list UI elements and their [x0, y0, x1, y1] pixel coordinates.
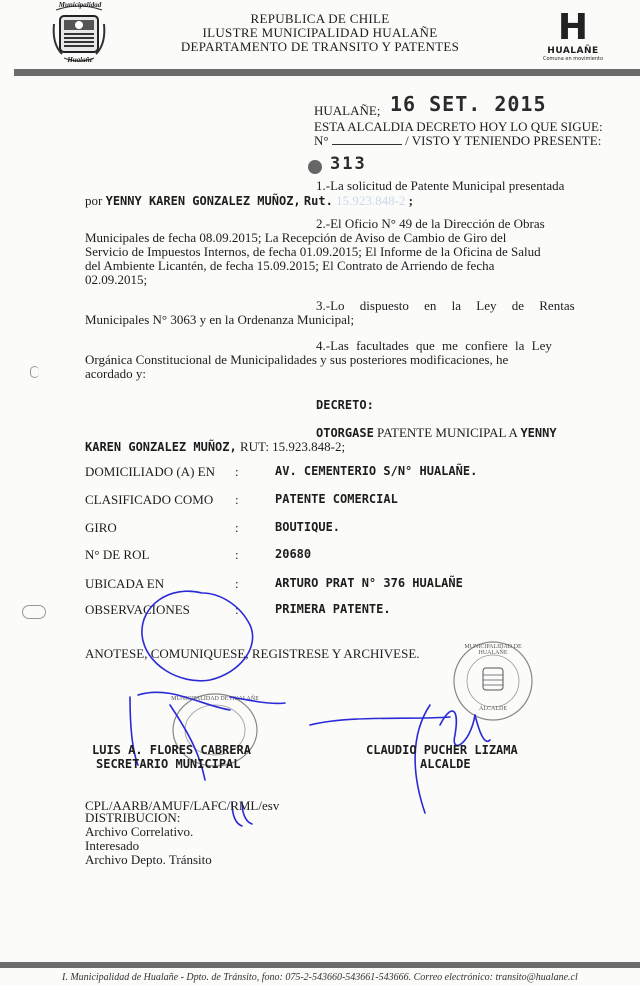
place-label: HUALAÑE; [314, 103, 381, 118]
seal-left-text: MUNICIPALIDAD DE HUALAÑE [171, 696, 259, 702]
decree-number-stamp: 313 [330, 154, 367, 174]
field-label: CLASIFICADO COMO [85, 492, 214, 507]
decree-number-line [314, 134, 601, 147]
stamp-mark-icon [308, 160, 322, 174]
field-sep: : [235, 602, 239, 617]
decree-intro: ESTA ALCALDIA DECRETO HOY LO QUE SIGUE: [314, 119, 603, 134]
field-label: OBSERVACIONES [85, 602, 190, 617]
logo-text-top: Municipalidad [58, 1, 102, 9]
visto-2-line-3: Servicio de Impuestos Internos, de fecha 01.09.2015; El Informe de la Oficina de Salud [85, 244, 541, 259]
number-blank [332, 134, 402, 145]
footer-divider [0, 962, 640, 968]
applicant-name: YENNY KAREN GONZALEZ MUÑOZ, [105, 194, 301, 208]
date-stamp: 16 SET. 2015 [390, 92, 547, 116]
applicant-rut-faded: 15.923.848-2 [336, 193, 406, 208]
field-label: DOMICILIADO (A) EN [85, 464, 215, 479]
distribution-item: Interesado [85, 838, 140, 853]
distribution-item: Archivo Depto. Tránsito [85, 852, 212, 867]
distribution-heading: DISTRIBUCION: [85, 810, 181, 825]
field-sep: : [235, 576, 239, 591]
visto-4-line-3: acordado y: [85, 366, 147, 381]
applicant-rut-label: Rut. [303, 194, 333, 208]
grantee-rut: RUT: 15.923.848-2; [239, 439, 346, 454]
municipal-coat-of-arms-logo [50, 1, 108, 66]
decreto-heading: DECRETO: [316, 398, 374, 412]
field-value-clasificacion: PATENTE COMERCIAL [275, 492, 398, 506]
logo-text-bottom: Hualañe [67, 56, 93, 64]
brand-tagline: Comuna en movimiento [542, 56, 604, 62]
visto-4-line-1: 4.-Las facultades que me confiere la Ley [316, 338, 552, 353]
brand-name: HUALAÑE [547, 46, 599, 56]
mayor-name: CLAUDIO PUCHER LIZAMA [366, 743, 518, 757]
document-header [130, 12, 510, 54]
field-label: GIRO [85, 520, 117, 535]
mayor-title: ALCALDE [420, 757, 471, 771]
grantee-name: KAREN GONZALEZ MUÑOZ, [85, 440, 237, 454]
decreto-line-1 [316, 426, 557, 440]
field-label: N° DE ROL [85, 547, 150, 562]
field-value-rol: 20680 [275, 547, 312, 561]
visto-1-prefix: por [85, 193, 103, 208]
visto-2-line-5: 02.09.2015; [85, 272, 148, 287]
otorgase-word: OTORGASE [316, 426, 374, 440]
field-value-ubicacion: ARTURO PRAT N° 376 HUALAÑE [275, 576, 463, 590]
visto-1-line-1: 1.-La solicitud de Patente Municipal presentada [316, 178, 565, 193]
seal-right-text: MUNICIPALIDAD DE HUALAÑE [464, 644, 522, 656]
header-municipality: ILUSTRE MUNICIPALIDAD HUALAÑE [202, 25, 438, 40]
visto-3-line-2: Municipales N° 3063 y en la Ordenanza Municipal; [85, 312, 355, 327]
seal-right-bottom: ALCALDE [479, 706, 507, 712]
visto-4-line-2: Orgánica Constitucional de Municipalidades y sus posteriores modificaciones, he [85, 352, 509, 367]
field-value-giro: BOUTIQUE. [275, 520, 341, 534]
margin-mark [30, 366, 39, 378]
field-sep: : [235, 547, 239, 562]
visto-2-line-2: Municipales de fecha 08.09.2015; La Recepción de Aviso de Cambio de Giro del [85, 230, 507, 245]
closing-statement: ANOTESE, COMUNIQUESE, REGISTRESE Y ARCHIVESE. [85, 646, 420, 661]
distribution-item: Archivo Correlativo. [85, 824, 194, 839]
field-sep: : [235, 492, 239, 507]
visto-2-line-4: del Ambiente Licantén, de fecha 15.09.2015; El Contrato de Arriendo de fecha [85, 258, 495, 273]
header-country: REPUBLICA DE CHILE [250, 11, 390, 26]
visto-1-line-2 [85, 194, 413, 208]
margin-mark [22, 605, 46, 619]
field-sep: : [235, 464, 239, 479]
field-value-domicilio: AV. CEMENTERIO S/N° HUALAÑE. [275, 464, 478, 478]
field-label: UBICADA EN [85, 576, 165, 591]
secretary-title: SECRETARIO MUNICIPAL [96, 757, 241, 771]
patente-municipal-text: PATENTE MUNICIPAL A [377, 425, 518, 440]
hualane-brand-logo [540, 7, 606, 70]
footer-contact: I. Municipalidad de Hualañe - Dpto. de Tránsito, fono: 075-2-543660-543661-543666. Correo electrónico: transito@hualane.cl [62, 972, 578, 983]
brand-letter: H [557, 7, 589, 48]
decreto-line-2 [85, 440, 345, 454]
visto-heading: / VISTO Y TENIENDO PRESENTE: [405, 133, 602, 148]
secretary-name: LUIS A. FLORES CABRERA [92, 743, 251, 757]
visto-1-end: ; [408, 193, 414, 208]
initials-line: CPL/AARB/AMUF/LAFC/RML/esv [85, 798, 280, 813]
visto-3-line-1: 3.-Lo dispuesto en la Ley de Rentas [316, 298, 575, 313]
visto-2-line-1: 2.-El Oficio N° 49 de la Dirección de Obras [316, 216, 545, 231]
grantee-first-name: YENNY [520, 426, 557, 440]
header-department: DEPARTAMENTO DE TRANSITO Y PATENTES [180, 39, 460, 54]
number-label: N° [314, 133, 329, 148]
header-divider [14, 69, 640, 76]
field-sep: : [235, 520, 239, 535]
field-value-observaciones: PRIMERA PATENTE. [275, 602, 391, 616]
